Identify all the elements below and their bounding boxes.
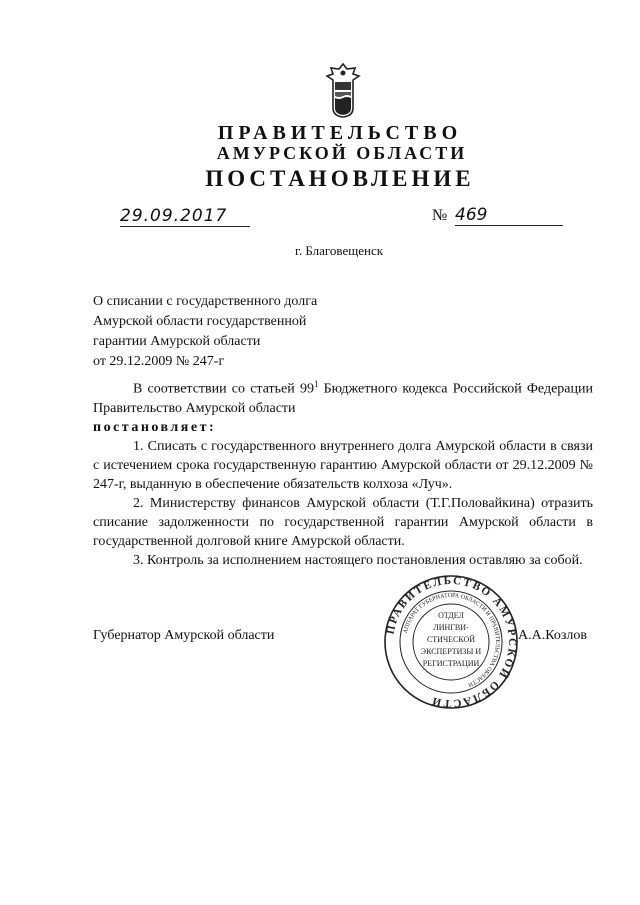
subject-block: [93, 292, 317, 372]
official-stamp: [383, 574, 519, 710]
item-1: 1. Списать с государственного внутреннего долга Амурской области в связи с истечением срока государственную гарантию Амурской области от 29.12.2009 № 247-г, выданную в обеспечение обязательств колхоза «Луч».: [93, 438, 593, 492]
item-2: 2. Министерству финансов Амурской области (Т.Г.Половайкина) отразить списание задолженности по государственной гарантии Амурской области в государственной долговой книге Амурской области.: [93, 495, 593, 549]
intro-text: В соответствии со статьей 99: [133, 381, 314, 397]
signatory-name: А.А.Козлов: [518, 628, 587, 643]
document-body: [93, 375, 593, 570]
signatory-title: Губернатор Амурской области: [93, 628, 275, 643]
subject-line: гарантии Амурской области: [93, 334, 261, 349]
document-number: 469: [455, 205, 563, 226]
city-line: г. Благовещенск: [294, 243, 384, 258]
document-type-title: ПОСТАНОВЛЕНИЕ: [205, 166, 475, 191]
header-government: ПРАВИТЕЛЬСТВО: [217, 122, 463, 144]
coat-of-arms-icon: [320, 62, 366, 118]
intro-text-rest: Бюджетного кодекса Российской Федерации Правительство Амурской области: [93, 381, 593, 416]
intro-paragraph: [93, 375, 593, 418]
header-region: АМУРСКОЙ ОБЛАСТИ: [216, 143, 468, 163]
subject-line: О списании с государственного долга: [93, 294, 318, 309]
stamp-outer-text: ПРАВИТЕЛЬСТВО АМУРСКОЙ ОБЛАСТИ: [384, 574, 519, 710]
stamp-center-line: ЛИНГВИ-: [433, 623, 469, 632]
document-date: 29.09.2017: [120, 206, 250, 227]
subject-line: Амурской области государственной: [93, 314, 307, 329]
stamp-center-line: РЕГИСТРАЦИИ: [422, 659, 480, 668]
article-superscript: 1: [313, 379, 319, 389]
number-label: №: [432, 207, 448, 224]
subject-line: от 29.12.2009 № 247-г: [93, 354, 225, 369]
item-3: 3. Контроль за исполнением настоящего постановления оставляю за собой.: [133, 552, 583, 568]
stamp-inner-text: АППАРАТ ГУБЕРНАТОРА ОБЛАСТИ И ПРАВИТЕЛЬСТВА ОБЛАСТИ: [402, 592, 501, 688]
decree-word: постановляет:: [93, 419, 217, 435]
stamp-center-line: ЭКСПЕРТИЗЫ И: [420, 647, 482, 656]
stamp-center-line: СТИЧЕСКОЙ: [426, 635, 476, 644]
stamp-center-line: ОТДЕЛ: [438, 611, 464, 620]
